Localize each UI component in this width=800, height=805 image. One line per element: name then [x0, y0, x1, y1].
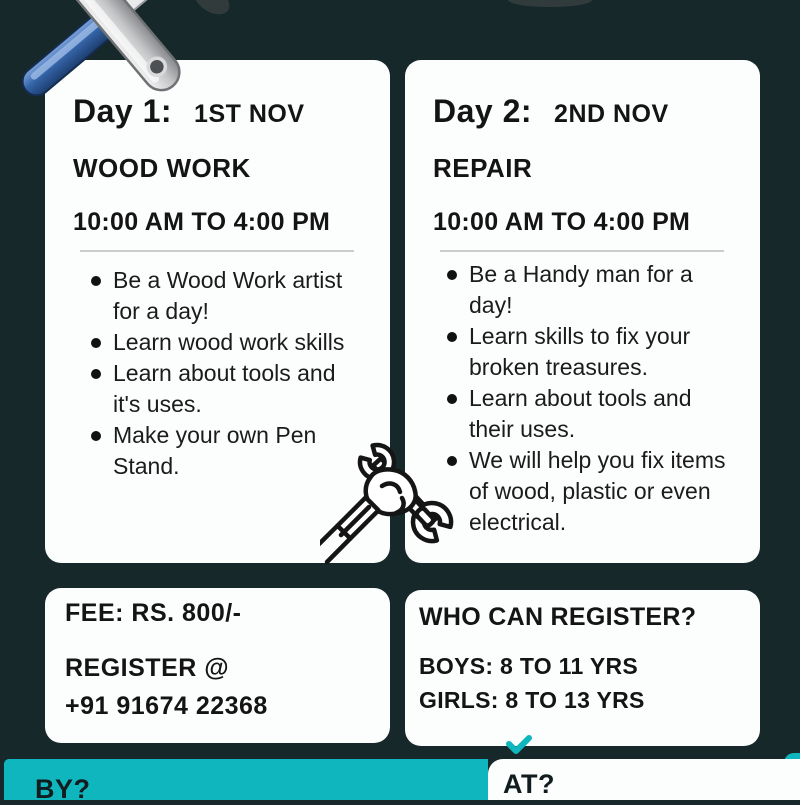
- bullet-dot: [91, 338, 101, 348]
- day2-time: 10:00 AM TO 4:00 PM: [433, 208, 691, 236]
- day2-label: Day 2:: [433, 93, 533, 129]
- bullet-text: Make your own Pen Stand.: [113, 422, 317, 479]
- phone-number: +91 91674 22368: [65, 692, 268, 720]
- day1-title: WOOD WORK: [73, 153, 251, 183]
- fee-card: [45, 588, 390, 743]
- bullet-item: [447, 321, 726, 383]
- day2-heading-row: [433, 93, 736, 130]
- bullet-dot: [91, 276, 101, 286]
- eligibility-card: [405, 590, 760, 746]
- bullet-text: Be a Handy man for a day!: [469, 261, 693, 318]
- bullet-item: [91, 358, 362, 420]
- bullet-item: [91, 327, 362, 358]
- bullet-dot: [91, 369, 101, 379]
- footer-at-bar: [488, 759, 800, 800]
- screwdriver-icon: [6, 0, 221, 112]
- wrench-hand-icon: [320, 426, 462, 578]
- footer-by-bar: [4, 759, 488, 804]
- day2-date: 2ND NOV: [554, 100, 669, 128]
- bullet-text: Learn about tools and it's uses.: [113, 360, 336, 417]
- boys-age-range: BOYS: 8 TO 11 YRS: [419, 653, 639, 679]
- bullet-dot: [447, 270, 457, 280]
- day1-divider: [80, 250, 354, 252]
- day1-date: 1ST NOV: [194, 100, 305, 128]
- checkmark-icon: [505, 734, 533, 756]
- bullet-text: We will help you fix items of wood, plastic or even electrical.: [469, 447, 726, 535]
- day2-bullet-list: [433, 259, 736, 538]
- bullet-text: Be a Wood Work artist for a day!: [113, 267, 343, 324]
- register-label: REGISTER @: [65, 654, 230, 682]
- day2-divider: [440, 250, 724, 252]
- bullet-text: Learn wood work skills: [113, 329, 345, 355]
- day2-title: REPAIR: [433, 153, 533, 183]
- at-label: AT?: [503, 769, 555, 799]
- day1-label: Day 1:: [73, 93, 173, 129]
- girls-age-range: GIRLS: 8 TO 13 YRS: [419, 687, 645, 713]
- top-edge-blob: [508, 0, 592, 7]
- bullet-dot: [447, 394, 457, 404]
- bullet-item: [91, 265, 362, 327]
- bullet-item: [447, 383, 726, 445]
- bullet-text: Learn about tools and their uses.: [469, 385, 692, 442]
- bullet-text: Learn skills to fix your broken treasures.: [469, 323, 691, 380]
- bullet-dot: [91, 431, 101, 441]
- day1-time: 10:00 AM TO 4:00 PM: [73, 208, 331, 236]
- by-label: BY?: [35, 774, 91, 804]
- bullet-dot: [447, 332, 457, 342]
- fee-amount: FEE: RS. 800/-: [65, 599, 242, 627]
- eligibility-heading: WHO CAN REGISTER?: [419, 603, 697, 631]
- bullet-item: [447, 259, 726, 321]
- bullet-item: [447, 445, 726, 538]
